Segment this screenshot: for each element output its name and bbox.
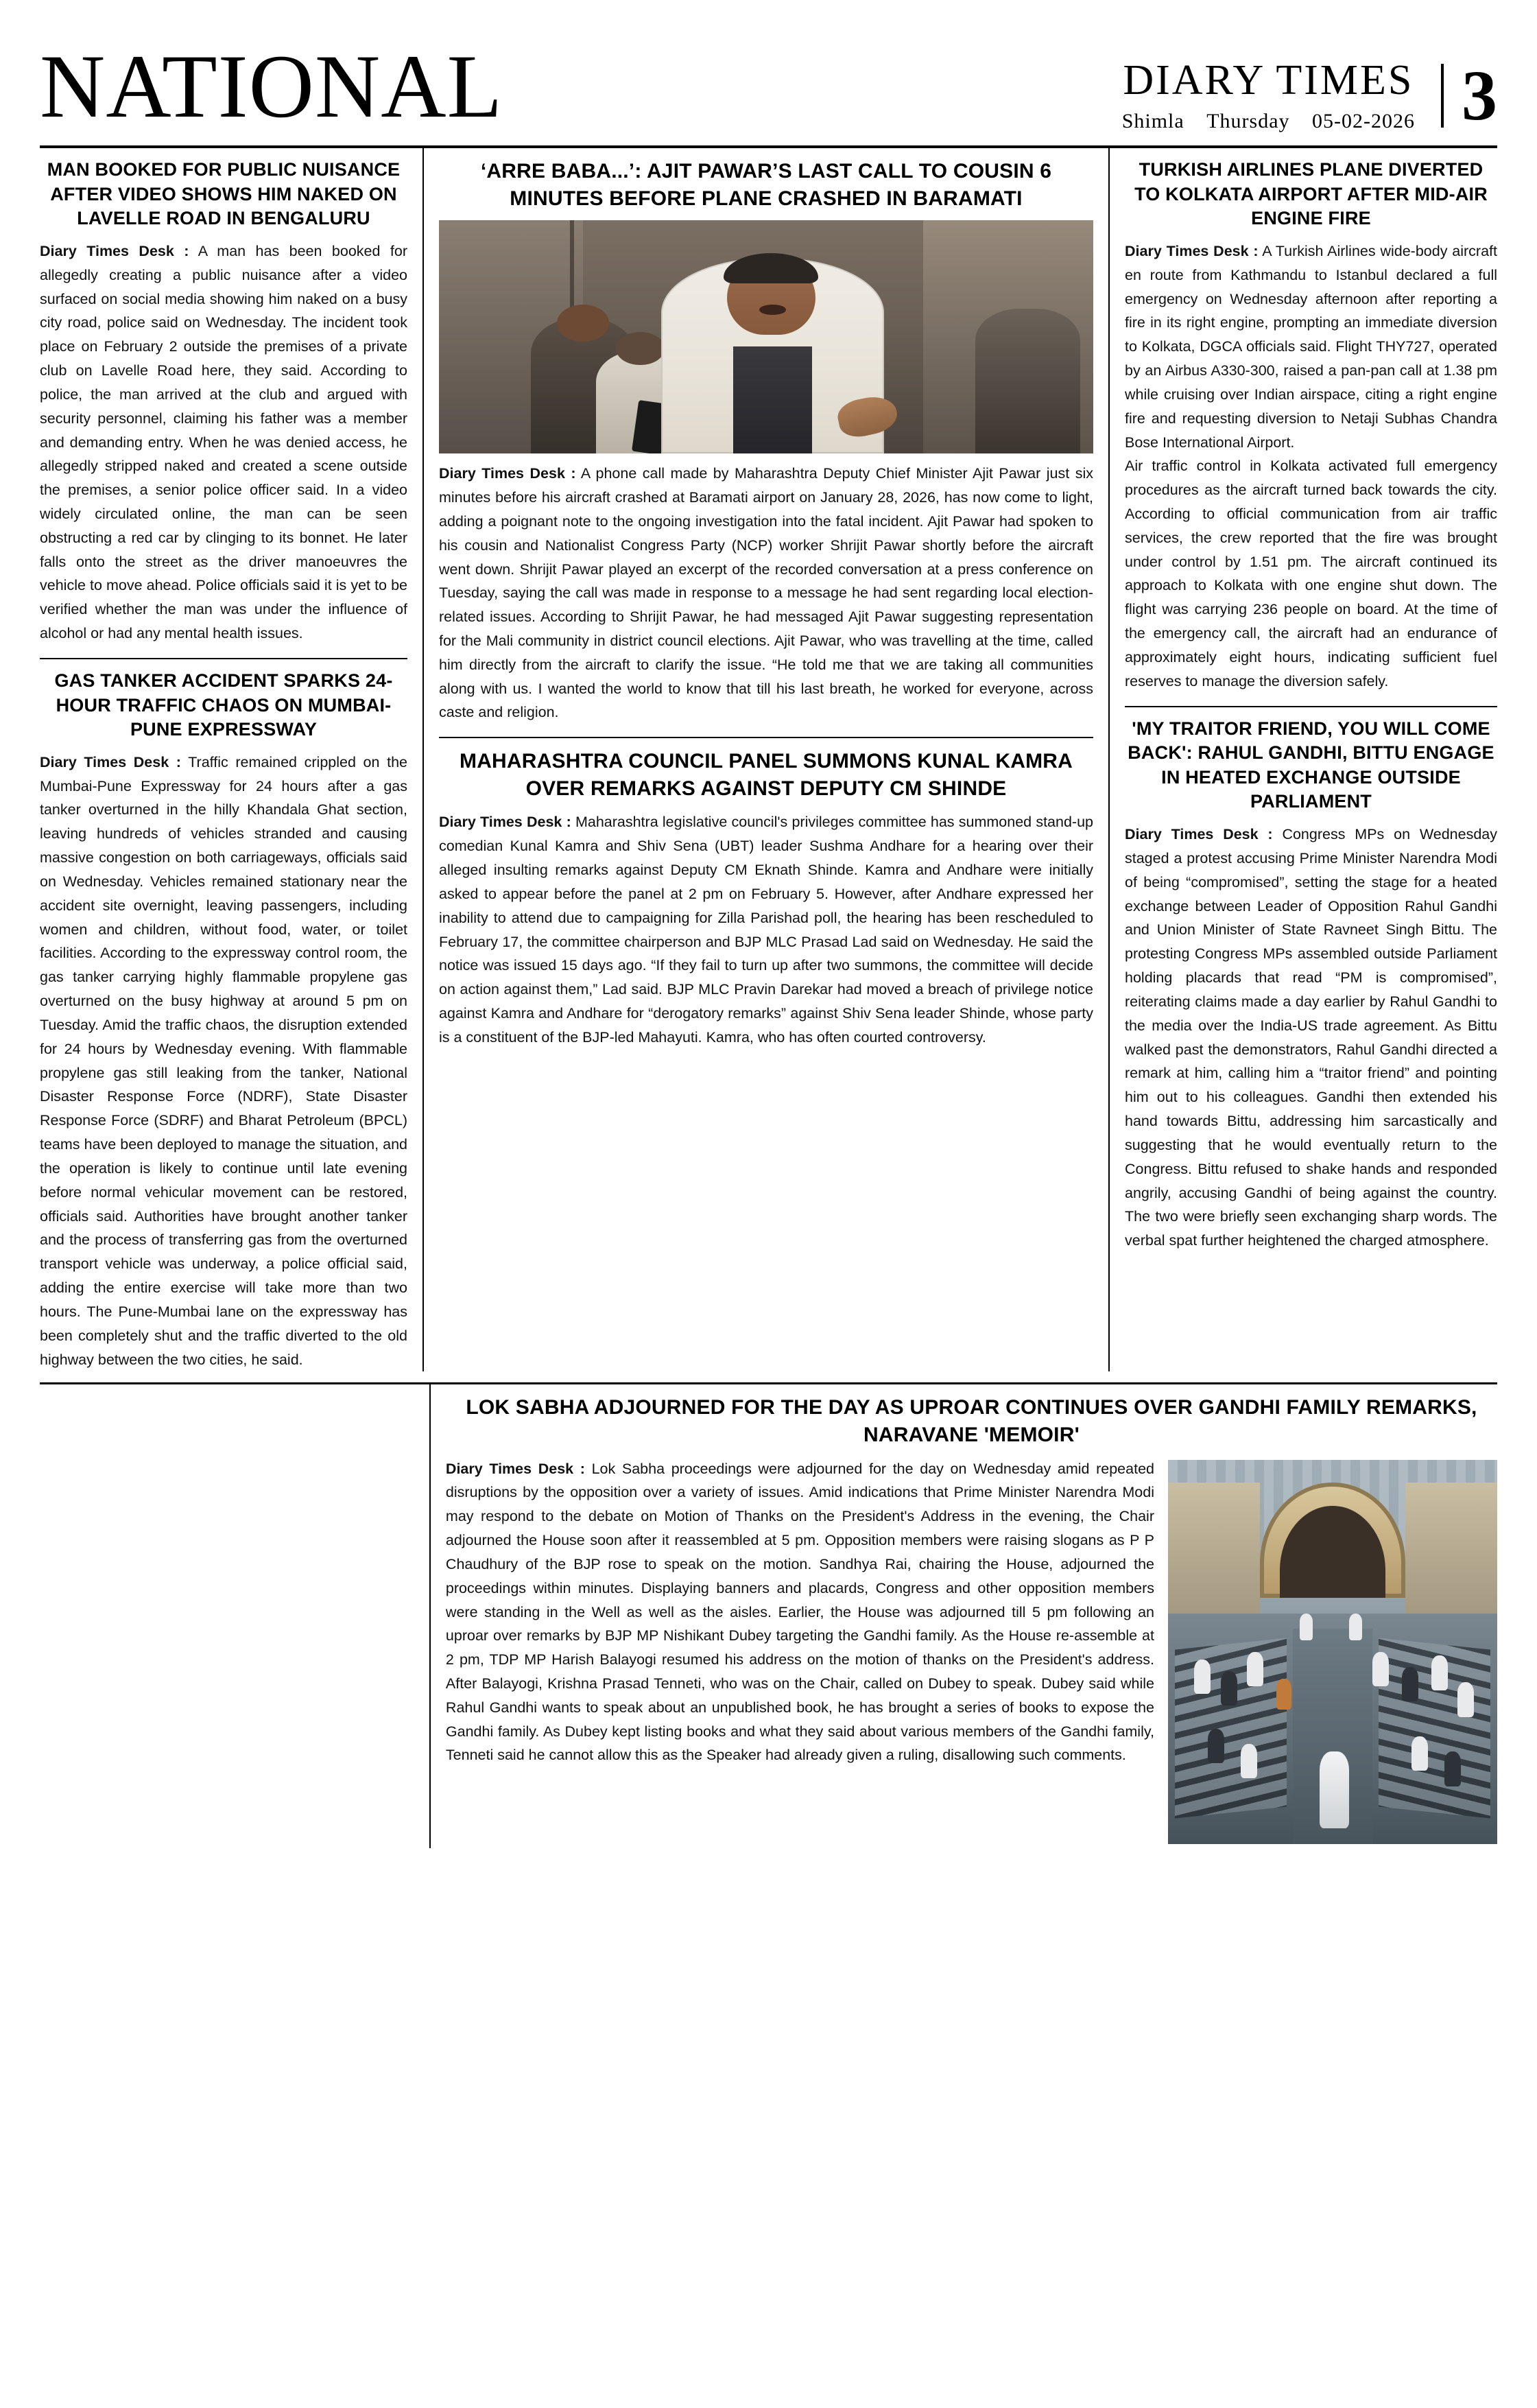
brand-name: DIARY TIMES (1123, 56, 1414, 104)
brand-block (1114, 58, 1441, 133)
article-body-ajit-pawar (439, 462, 1093, 724)
ajit-pawar-press-conference-photo (439, 220, 1093, 453)
article-text-turkish-p2: Air traffic control in Kolkata activated full emergency procedures as the aircraft turned back towards the city. According to official communication from air traffic services, the crew reported that the fire was brought under control by 1.51 pm. The aircraft continued its approach to Kolkata with one engine shut down. The flight was carrying 236 people on board. At the time of the emergency call, the aircraft had an endurance of approximately eight hours, indicating sufficient fuel reserves to manage the diversion safely. (1125, 458, 1497, 689)
article-body-rahul-bittu (1125, 823, 1497, 1253)
masthead (40, 36, 1497, 143)
section-title: NATIONAL (40, 36, 503, 137)
article-text-turkish-p1: A Turkish Airlines wide-body aircraft en route from Kathmandu to Istanbul declared a full emergency on Wednesday afternoon after reporting a fire in its right engine, prompting an immediate diversion to Kolkata, DGCA officials said. Flight THY727, operated by an Airbus A330-300, raised a pan-pan call at 1.38 pm while cruising over Indian airspace, citing a right engine fire and requesting diversion to Netaji Subhas Chandra Bose International Airport. (1125, 242, 1497, 451)
article-body-lavelle (40, 239, 407, 646)
article-body-kunal-kamra (439, 810, 1093, 1049)
page-number: 3 (1441, 64, 1497, 128)
content-grid (40, 148, 1497, 1371)
bottom-spacer-left (40, 1384, 429, 1848)
column-left (40, 148, 422, 1371)
article-body-turkish-airlines (1125, 239, 1497, 694)
article-text-lavelle: A man has been booked for allegedly creating a public nuisance after a video surfaced on social media showing him naked on a busy city road, police said on Wednesday. The incident took place on February 2 outside the premises of a private club on Lavelle Road here, they said. According to police, the man arrived at the club and argued with security personnel, claiming his father was a member and demanding entry. When he was denied access, he allegedly stripped naked and created a scene outside the premises, a senior police officer said. In a video widely circulated online, the man can be seen obstructing a red car by clinging to its bonnet. He later falls onto the street as the driver manoeuvres the vehicle to move ahead. Police officials said it is yet to be verified whether the man was under the influence of alcohol or had any mental health issues. (40, 242, 407, 642)
brand-dateline (1114, 110, 1423, 133)
article-headline-gas-tanker: GAS TANKER ACCIDENT SPARKS 24-HOUR TRAFFIC CHAOS ON MUMBAI-PUNE EXPRESSWAY (54, 670, 393, 740)
byline-ajit-pawar: Diary Times Desk : (439, 465, 576, 482)
article-body-gas-tanker (40, 751, 407, 1372)
lok-sabha-chamber-photo (1168, 1460, 1497, 1844)
divider-left-1 (40, 658, 407, 659)
byline-turkish-airlines: Diary Times Desk : (1125, 242, 1259, 259)
byline-kunal-kamra: Diary Times Desk : (439, 814, 571, 831)
article-headline-rahul-bittu: 'MY TRAITOR FRIEND, YOU WILL COME BACK': RAHUL GANDHI, BITTU ENGAGE IN HEATED EXCHANGE OUTSIDE PARLIAMENT (1128, 718, 1494, 812)
article-text-lok-sabha: Lok Sabha proceedings were adjourned for the day on Wednesday amid repeated disruptions by the opposition over a variety of issues. Amid indications that Prime Minister Narendra Modi may respond to the debate on Motion of Thanks on the President's Address in the evening, the Chair adjourned the House soon after it reassembled at 5 pm. Opposition members were raising slogans as P P Chaudhury of the BJP rose to speak on the motion. Sandhya Rai, chairing the House, adjourned the proceedings within minutes. Displaying banners and placards, Congress and other opposition members were standing in the Well as well as the aisles. Earlier, the House was adjourned till 5 pm following an uproar over remarks by BJP MP Nishikant Dubey targeting the Gandhi family. As the House re-assemble at 2 pm, TDP MP Harish Balayogi resumed his address on the motion of thanks on the President's address. After Balayogi, Krishna Prasad Tenneti, who was on the Chair, called on Dubey to speak. Dubey said while Rahul Gandhi wants to speak about an unpublished book, he has brought a series of books to expose the Gandhi family. As Dubey kept listing books and what they said about various members of the Gandhi family, Tenneti said he cannot allow this as the Speaker had already given a ruling, disallowing such comments. (445, 1460, 1154, 1764)
masthead-right (1114, 58, 1497, 139)
article-headline-ajit-pawar: ‘ARRE BABA...’: AJIT PAWAR’S LAST CALL TO COUSIN 6 MINUTES BEFORE PLANE CRASHED IN BARAMATI (480, 160, 1052, 210)
column-middle (422, 148, 1110, 1371)
byline-lavelle: Diary Times Desk : (40, 242, 189, 259)
lok-sabha-article (429, 1384, 1497, 1848)
byline-gas-tanker: Diary Times Desk : (40, 753, 181, 770)
article-headline-turkish-airlines: TURKISH AIRLINES PLANE DIVERTED TO KOLKATA AIRPORT AFTER MID-AIR ENGINE FIRE (1134, 159, 1488, 229)
article-headline-lavelle: MAN BOOKED FOR PUBLIC NUISANCE AFTER VIDEO SHOWS HIM NAKED ON LAVELLE ROAD IN BENGALURU (47, 159, 401, 229)
column-right (1110, 148, 1497, 1371)
byline-rahul-bittu: Diary Times Desk : (1125, 826, 1273, 843)
divider-mid-1 (439, 737, 1093, 738)
bottom-section (40, 1384, 1497, 1848)
dateline-city: Shimla (1121, 110, 1184, 132)
dateline-day: Thursday (1206, 110, 1290, 132)
article-text-ajit-pawar: A phone call made by Maharashtra Deputy Chief Minister Ajit Pawar just six minutes before his aircraft crashed at Baramati airport on January 28, 2026, has now come to light, adding a poignant note to the ongoing investigation into the fatal incident. Ajit Pawar had spoken to his cousin and Nationalist Congress Party (NCP) worker Shrijit Pawar shortly before the aircraft went down. Shrijit Pawar played an excerpt of the recorded conversation at a press conference on Tuesday, saying the call was made in response to a message he had sent regarding local election-related issues. According to Shrijit Pawar, he had messaged Ajit Pawar suggesting representation for the Mali community in district council elections. Ajit Pawar, who was travelling at the time, called him directly from the aircraft to clarify the issue. “He told me that we are taking all communities along with us. I wanted the world to know that till his last breath, he worked for everyone, across caste and religion. (439, 465, 1093, 721)
article-text-rahul-bittu: Congress MPs on Wednesday staged a protest accusing Prime Minister Narendra Modi of being “compromised”, setting the stage for a heated exchange between Leader of Opposition Rahul Gandhi and Union Minister of State Ravneet Singh Bittu. The protesting Congress MPs assembled outside Parliament holding placards that read “PM is compromised”, reiterating claims made a day earlier by Rahul Gandhi to the media over the India-US trade agreement. As Bittu walked past the demonstrators, Rahul Gandhi directed a remark at him, calling him a “traitor friend” and pointing him out to his colleagues. Gandhi then extended his hand towards Bittu, addressing him sarcastically and suggesting that he would eventually return to the Congress. Bittu refused to shake hands and responded angrily, accusing Gandhi of being against the country. The two were briefly seen exchanging sharp words. The verbal spat further heightened the charged atmosphere. (1125, 826, 1498, 1249)
dateline-date: 05-02-2026 (1312, 110, 1415, 132)
byline-lok-sabha: Diary Times Desk : (445, 1460, 585, 1477)
divider-right-1 (1125, 706, 1497, 707)
article-headline-lok-sabha: LOK SABHA ADJOURNED FOR THE DAY AS UPROAR CONTINUES OVER GANDHI FAMILY REMARKS, NARAVANE 'MEMOIR' (466, 1396, 1477, 1446)
article-text-turkish-p1-wrap (1125, 239, 1497, 454)
article-headline-kunal-kamra: MAHARASHTRA COUNCIL PANEL SUMMONS KUNAL KAMRA OVER REMARKS AGAINST DEPUTY CM SHINDE (460, 750, 1073, 800)
article-text-kunal-kamra: Maharashtra legislative council's privileges committee has summoned stand-up comedian Kunal Kamra and Shiv Sena (UBT) leader Sushma Andhare for a hearing over their alleged insulting remarks against Deputy CM Eknath Shinde. Kamra and Andhare were initially asked to appear before the panel at 2 pm on February 5. However, after Andhare expressed her inability to attend due to campaigning for Zilla Parishad poll, the hearing has been rescheduled to February 17, the committee chairperson and BJP MLC Prasad Lad said on Wednesday. He said the notice was issued 15 days ago. “If they fail to turn up after two summons, the committee will decide on action against them,” Lad said. BJP MLC Pravin Darekar had moved a breach of privilege notice against Kamra and Andhare for “derogatory remarks” against Shiv Sena leader Shinde, whose party is a constituent of the BJP-led Mahayuti. Kamra, who has often courted controversy. (439, 814, 1093, 1046)
article-text-gas-tanker: Traffic remained crippled on the Mumbai-Pune Expressway for 24 hours after a gas tanker overturned in the hilly Khandala Ghat section, leaving hundreds of vehicles stranded and causing massive congestion on both carriageways, officials said on Wednesday. Vehicles remained stationary near the accident site overnight, leaving passengers, including women and children, without food, water, or toilet facilities. According to the expressway control room, the gas tanker carrying highly flammable propylene gas overturned on the busy highway at around 5 pm on Tuesday. Amid the traffic chaos, the disruption extended for 24 hours by Wednesday evening. With flammable propylene gas still leaking from the tanker, National Disaster Response Force (NDRF), State Disaster Response Force (SDRF) and Bharat Petroleum (BPCL) teams have been deployed to manage the situation, and the operation is likely to continue until late evening before normal vehicular movement can be restored, officials said. Authorities have brought another tanker and the process of transferring gas from the overturned transport vehicle was underway, a police official said, adding the entire exercise will take more than two hours. The Pune-Mumbai lane on the expressway has been completely shut and the traffic diverted to the old highway between the two cities, he said. (40, 753, 407, 1368)
